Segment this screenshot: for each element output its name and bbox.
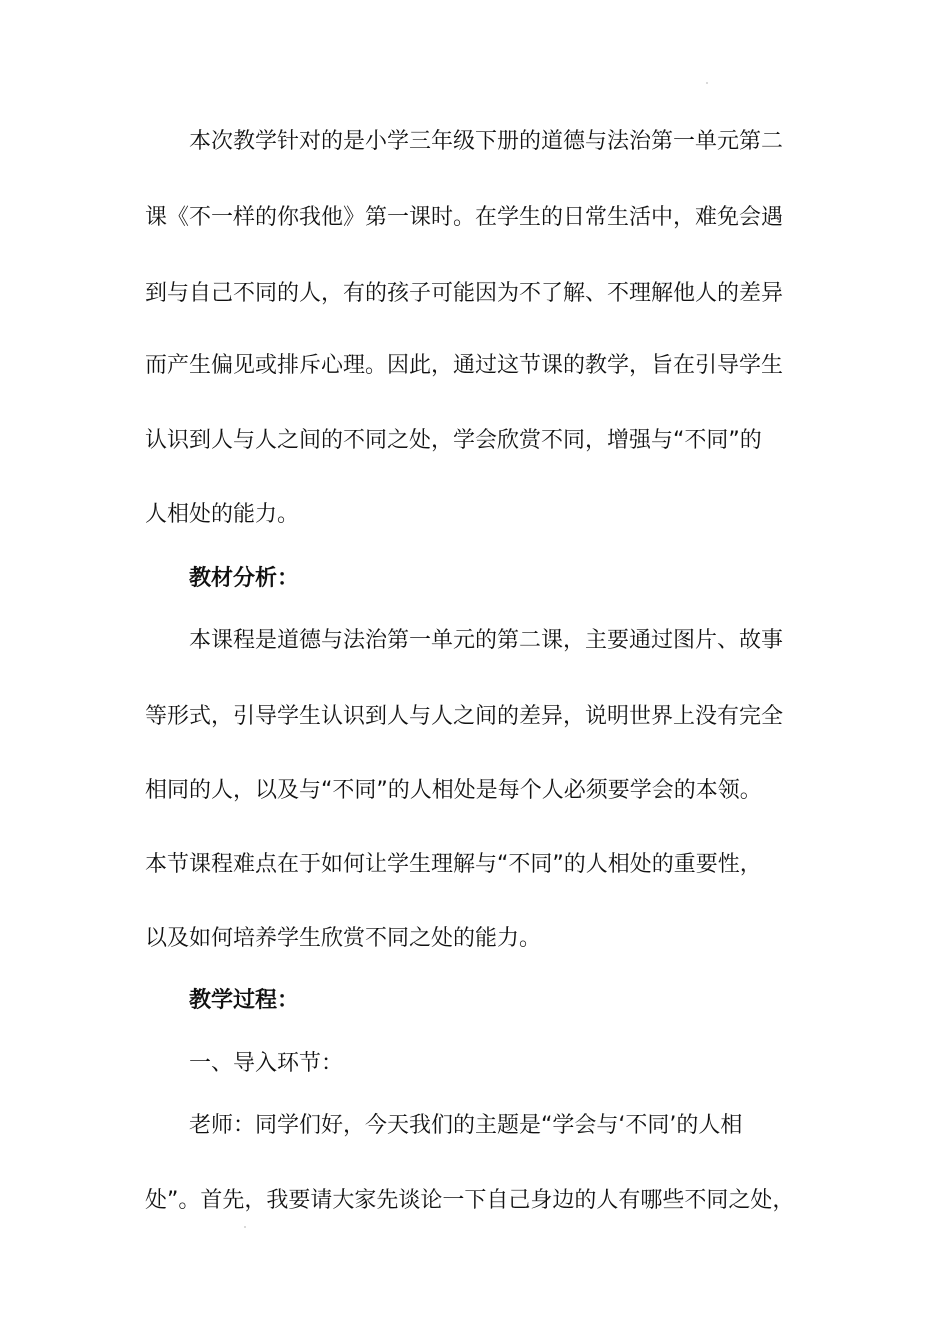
paragraph-line-3: 到与自己不同的人，有的孩子可能因为不了解、不理解他人的差异	[145, 281, 784, 306]
paragraph-line-13: 处”。首先，我要请大家先谈论一下自己身边的人有哪些不同之处，	[145, 1188, 795, 1213]
paragraph-line-6: 人相处的能力。	[145, 502, 300, 527]
paragraph-line-7: 本课程是道德与法治第一单元的第二课，主要通过图片、故事	[189, 628, 784, 653]
paragraph-line-5: 认识到人与人之间的不同之处，学会欣赏不同，增强与“不同”的	[145, 428, 762, 453]
scan-mark-top	[706, 82, 708, 84]
scan-mark-bottom	[244, 1226, 246, 1228]
section-heading-teaching-process: 教学过程：	[189, 988, 300, 1013]
paragraph-line-8: 等形式，引导学生认识到人与人之间的差异，说明世界上没有完全	[145, 704, 784, 729]
paragraph-line-9: 相同的人，以及与“不同”的人相处是每个人必须要学会的本领。	[145, 778, 762, 803]
paragraph-line-12: 老师：同学们好，今天我们的主题是“学会与‘不同’的人相	[189, 1113, 743, 1138]
subsection-intro: 一、导入环节：	[189, 1051, 344, 1076]
paragraph-line-4: 而产生偏见或排斥心理。因此，通过这节课的教学，旨在引导学生	[145, 353, 784, 378]
section-heading-material-analysis: 教材分析：	[189, 566, 300, 591]
paragraph-line-11: 以及如何培养学生欣赏不同之处的能力。	[145, 926, 542, 951]
paragraph-line-10: 本节课程难点在于如何让学生理解与“不同”的人相处的重要性，	[145, 852, 762, 877]
paragraph-line-2: 课《不一样的你我他》第一课时。在学生的日常生活中，难免会遇	[145, 205, 784, 230]
paragraph-line-1: 本次教学针对的是小学三年级下册的道德与法治第一单元第二	[189, 129, 784, 154]
